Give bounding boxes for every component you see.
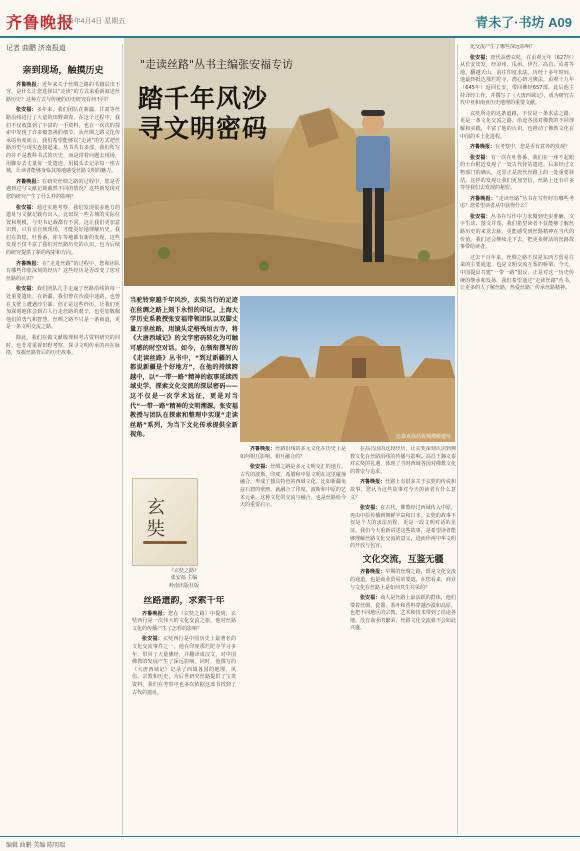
book-cover [132,478,198,566]
paragraph: 张安福：有一次在吐鲁番，我们在一座不起眼的土台附近发现了一处古代驿站遗迹。后来经过文物部门的确认，这里正是唐代丝路上的一处重要驿站。这样的发现让我们更加坚信，丝路上还有许多等待我们去发现的秘密。 [460,154,574,192]
book-title: 《玄奘之路》 [168,568,199,574]
speaker-label: 张安福： [470,54,491,61]
column-3-body [132,611,236,698]
column-2-body [240,446,346,510]
paragraph: 除此，我们在做文献梳理和考古资料研究的同时，也非常重视田野考察，探寻文明传承的内在脉络，发掘丝路背后的历史故事。 [6,335,120,357]
speaker-label: 张安福： [16,286,37,293]
newspaper-logo: 齐鲁晚报 [6,13,75,32]
speaker-label: 齐鲁晚报： [470,144,496,151]
masthead [0,0,580,38]
speaker-label: 齐鲁晚报： [360,569,386,576]
speaker-label: 齐鲁晚报： [250,446,276,452]
speaker-label: 齐鲁晚报： [16,260,42,267]
speaker-label: 齐鲁晚报： [360,479,386,486]
column-divider [122,44,123,834]
paragraph: 张安福：通过实地考察，我们发现很多地方的遗址与文献记载有出入。比如说一些古城的实际位置和规模，与史书记载都有不同。这让我们更加意识到，只有亲自到现场，才能更好地理解历史。我们在敦煌、吐鲁番、库车等地都有新的发现，这些发现不仅丰富了我们对丝路历史的认识，也为后续的研究提供了新的线索和方向。 [6,204,120,257]
section-title: 青未了·书坊 A09 [475,15,572,30]
footer-rule [0,836,580,837]
paragraph: 齐鲁晚报：在研究丝绸之路的过程中，您是否遇到过与文献记载截然不同的情况？这些新发现对您的研究产生了什么样的影响？ [6,178,120,200]
paragraph: 齐鲁晚报：丝路沿线的多元文化在历史上是如何相互影响、相互融合的？ [240,446,346,460]
paragraph: 齐鲁晚报：在考察中，您是否有意外的发现？ [470,144,571,151]
book-title-char: 玄奘 [147,497,165,540]
headline-line-1: 踏千年风沙 [138,84,269,113]
book-info [132,568,236,590]
speaker-label: 张安福： [470,213,491,220]
paragraph: 齐鲁晚报：您在《玄奘之路》中提到，玄奘西行是一次伟大的文化交流之旅，他对丝路文化的传播产生了怎样的影响？ [132,610,236,632]
paragraph: 齐鲁晚报：早期的丝绸之路，既是文化交流的通道，也是商业贸易的要道。在您看来，商业与文化在丝路上是如何共生共荣的？ [350,569,456,591]
speaker-label: 齐鲁晚报： [16,81,43,88]
desert-ruins-illustration [124,38,455,286]
paragraph: 在高昌国的这段经历，让玄奘深刻认识到佛教文化在丝路沿线的传播与影响。高昌王麹文泰对玄奘的礼遇，体现了当时西域各国对佛教文化的尊崇与追求。 [350,446,456,475]
article-column-3 [132,596,236,834]
speaker-label: 张安福： [16,107,37,114]
paragraph: 张安福：多年来，我们团队在新疆、甘肃等丝路沿线进行了大量的田野调查。在这个过程中，我们不仅收集到了丰富的一手资料，也在一次次的探索中发现了许多被忽视的细节。从丝绸之路文化传承的角度而言，我们希望能够以“走读”的方式把丝路历史与现实连接起来。丛书共有多部，我们所写的并不是教科书式的历史，而是带着问题去现场，用脚步去丈量每一处遗迹，用镜头去记录每一座古城，让读者能够身临其境地感受丝路文明的魅力。 [6,107,120,175]
paragraph: 齐鲁晚报：在“走进丝路”的过程中，您和团队有哪些印象深刻的经历？这些经历是否改变了您对丝路的认识？ [6,260,120,282]
speaker-label: 张安福： [250,464,271,471]
speaker-label: 齐鲁晚报： [16,178,43,185]
paragraph: 化交流产生了哪些深远影响？ [470,44,536,50]
hero-image [124,38,455,286]
editor-credit: 编辑 曲鹏 美编 陈明瑞 [6,843,66,849]
subhead-1: 亲到现场，触摸历史 [22,66,104,76]
headline-deck: "走读丝路"丛书主编张安福专访 [140,58,294,71]
paragraph: 张安福：丛书在写作中力求做到史实准确、文字生动、图文并茂。我们希望读者不仅能够了解丝路历史的来龙去脉，更能感受到丝路精神在当代的价值。我们还会继续走下去，把更多鲜活的丝路故事带给读者。 [460,213,574,251]
book-publisher: 岭南出版社版 [168,582,199,589]
book-author: 张安福 主编 [170,575,198,582]
column-divider [457,44,458,834]
article-column-1 [6,60,120,830]
column-4-body [350,446,456,633]
speaker-label: 张安福： [360,505,381,512]
speaker-label: 齐鲁晚报： [470,195,496,202]
paragraph: 齐鲁晚报：近年来关于丝绸之路的书籍层出不穷，是什么让您选择以“走读”的方式来重新叙述丝路历史？这种方式与传统的历史研究有何不同？ [6,81,120,103]
book-cover-art [143,541,187,544]
ruins-photo [240,296,455,442]
subhead-3: 文化交流，互鉴无疆 [362,554,444,565]
article-column-2 [240,446,346,834]
article-column-5 [460,44,574,834]
article-column-4 [350,446,456,834]
paragraph: 齐鲁晚报：“走读丝路”丛书在写作时有哪些考虑？您希望读者从中获得什么？ [460,195,574,210]
issue-date: 2025年4月4日 星期五 [58,18,126,25]
column-5-body [460,44,574,293]
paragraph: 张安福：我们团队几乎走遍了丝路沿线的每一处重要遗址。在新疆，我们曾在沙漠中迷路，也曾在戈壁上遭遇沙尘暴。但正是这些经历，让我们更加深刻地体会到古人行走丝路的艰辛，也更加敬佩他们的勇气和智慧。丝绸之路不只是一条商道，更是一条文明交流之路。 [6,286,120,331]
lead-paragraph: 当驼铃穿越千年风沙，玄奘当行的足迹在丝绸之路上刻下永恒的印记。上海大学历史系教授张安福带领团队以双脚丈量万里丝路，用镜头定格残垣古寺，将《大唐西域记》的文字密码转化为可触可感的时空对话。如今，在领衔撰写的《走读丝路》丛书中，“到过新疆的人都说新疆是个好地方”，在他的持续跨越中，以“一带一路”精神的叙事延续西域史学，探索文化交流的深层密码——这不仅是一次学术远征，更是对当代“一带一路”精神的文明溯源。张安福教授与团队在探索和整理中实现“走读丝路”系列，为当下文化传承提供全新视角。 [130,297,238,439]
paragraph: 张安福：丝绸之路是多元文明交汇的地方。古代的波斯、印度、希腊和中原文明在这里碰撞融合，形成了独具特色的西域文化。比如新疆龟兹石窟的壁画，就融合了印度、波斯和中原的艺术元素。这种文化的交流与融合，也是丝路给今天的重要启示。 [240,464,346,509]
speaker-label: 张安福： [360,595,381,602]
ancient-city-illustration [240,296,455,442]
speaker-label: 张安福： [142,636,163,643]
headline [138,84,268,144]
photo-caption: 比泰克高昌故城佛殿遗址 [395,434,451,440]
paragraph: 张安福：商人是丝路上最活跃的群体，他们带着丝绸、瓷器、茶叶和香料穿越沙漠和高原，也把不同地区的宗教、艺术和技术带到了沿途各地。没有商业的繁荣，丝路文化交流就不会如此兴盛。 [350,595,456,632]
paragraph: 过去千百年来，丝绸之路不仅是东西方贸易往来的主要通道，也是文明交流互鉴的桥梁。今天，中国提出共建“一带一路”倡议，正是对这一历史传统的继承和发扬。我们希望通过“走读丝路”丛书，让更多的人了解丝路，热爱丝路，传承丝路精神。 [460,254,574,292]
speaker-label: 张安福： [16,204,37,211]
speaker-label: 齐鲁晚报： [142,610,169,617]
paragraph: 齐鲁晚报：丝路上有很多关于玄奘的传说和故事，您认为这些故事对今天的读者有什么意义？ [350,479,456,501]
speaker-label: 张安福： [470,154,491,161]
footer [0,838,580,851]
paragraph: 张安福：唐代高僧玄奘，在贞观元年（627年）从长安出发，经凉州、瓜州、伊吾、高昌、焉耆等地，翻越天山，前往印度求法。历经十多年时间，他最终抵达那烂陀寺，潜心研习佛法。贞观十九年（645年）返回长安，带回佛经657部。此后他主持译经工作，并撰写了《大唐西域记》，成为研究古代中亚和南亚历史地理的重要文献。 [460,54,574,107]
paragraph: 玄奘所走的这条道路，不仅是一条求法之路，更是一条文化交流之路。沿途各国对佛教的不同理解和实践，丰富了他的认识，也推动了佛教文化在中国的本土化进程。 [460,110,574,140]
column-1-body [6,82,120,358]
paragraph: 张安福：玄奘西行是中国历史上最著名的文化交流事件之一。他在印度那烂陀寺学习多年，带回了大量佛经，并翻译成汉文，对中国佛教的发展产生了深远影响。同时，他撰写的《大唐西域记》记录了西域各国的地理、风俗、宗教和历史，为后世研究丝路提供了宝贵资料。我们在考察中也多次依据这部书找到了古代的遗址。 [132,636,236,696]
subhead-2: 丝路遗韵，求索千年 [143,596,225,606]
paragraph: 张安福：在古代，佛教经过西域传入中原，再由中原传播到朝鲜半岛和日本。玄奘的故事不仅是个人的求法历程，更是一段文明对话的见证。我们今天重新讲述这些故事，是希望读者能够理解丝路文化交流的意义，进而珍视中华文明的开放与包容。 [350,505,456,550]
byline: 记者 曲鹏 济南报道 [6,45,66,52]
headline-line-2: 寻文明密码 [138,114,269,143]
